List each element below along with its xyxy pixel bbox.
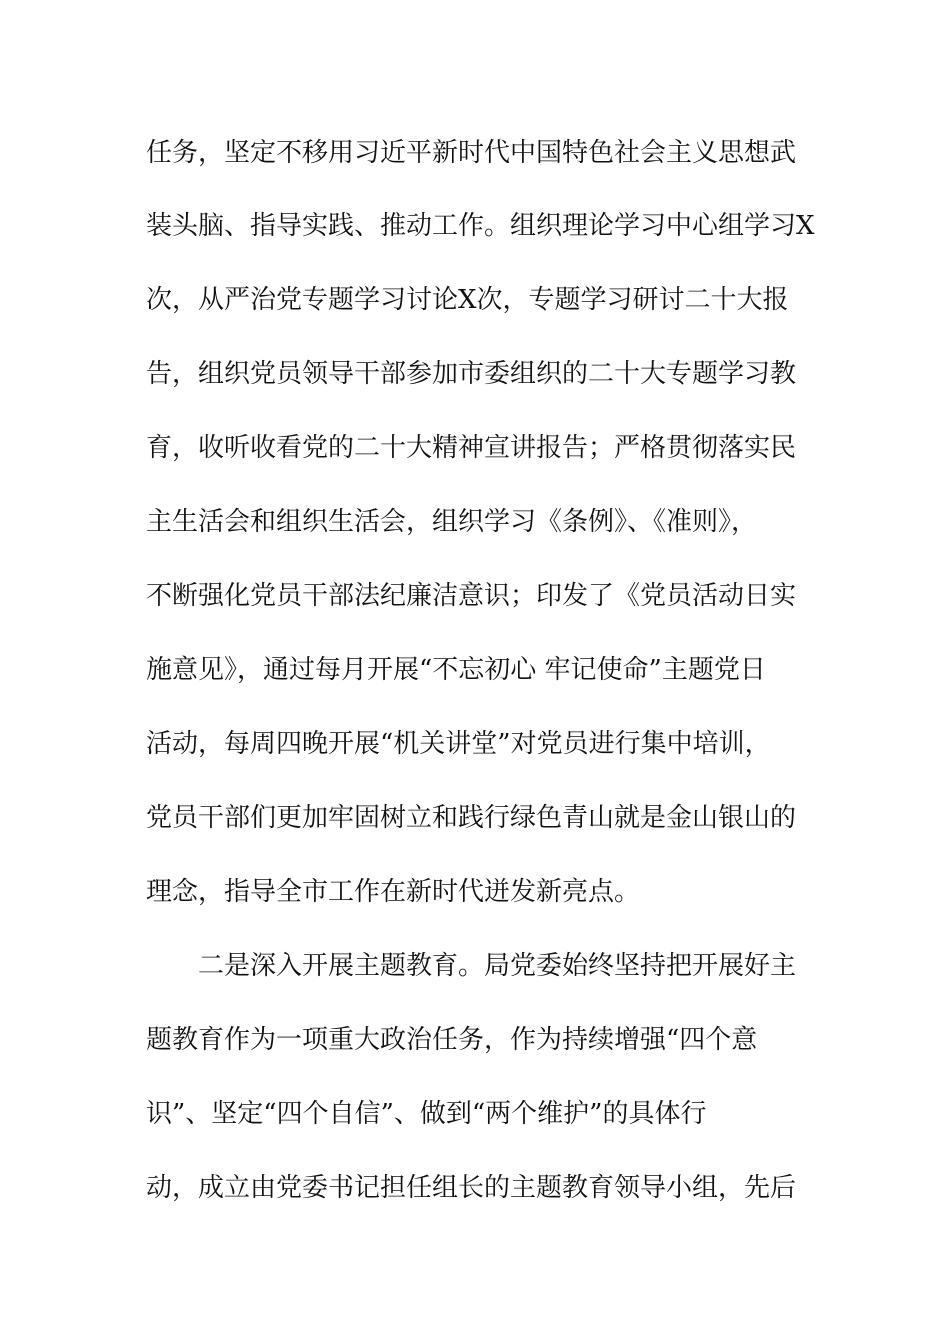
text-line: 施意见》，通过每月开展“不忘初心 牢记使命”主题党日: [146, 655, 766, 685]
text-line: 任务，坚定不移用习近平新时代中国特色社会主义思想武: [146, 138, 797, 168]
text-line: 告，组织党员领导干部参加市委组织的二十大专题学习教: [146, 359, 797, 389]
text-line: 题教育作为一项重大政治任务，作为持续增强“四个意: [146, 1025, 758, 1055]
text-line: 装头脑、指导实践、推动工作。组织理论学习中心组学习X: [146, 211, 815, 241]
text-line: 不断强化党员干部法纪廉洁意识；印发了《党员活动日实: [146, 581, 797, 611]
text-line: 党员干部们更加牢固树立和践行绿色青山就是金山银山的: [146, 803, 797, 833]
text-line: 主生活会和组织生活会，组织学习《条例》、《准则》，: [146, 507, 758, 537]
text-line: 识”、坚定“四个自信”、做到“两个维护”的具体行: [146, 1099, 707, 1129]
text-line: 活动，每周四晚开展“机关讲堂”对党员进行集中培训，: [146, 729, 771, 759]
text-line: 理念，指导全市工作在新时代迸发新亮点。: [146, 877, 641, 907]
text-line: 育，收听收看党的二十大精神宣讲报告；严格贯彻落实民: [146, 433, 797, 463]
text-line: 次，从严治党专题学习讨论X次，专题学习研讨二十大报: [146, 285, 789, 315]
text-line: 动，成立由党委书记担任组长的主题教育领导小组，先后: [146, 1173, 797, 1203]
paragraph-first-line: 二是深入开展主题教育。局党委始终坚持把开展好主: [198, 951, 797, 981]
